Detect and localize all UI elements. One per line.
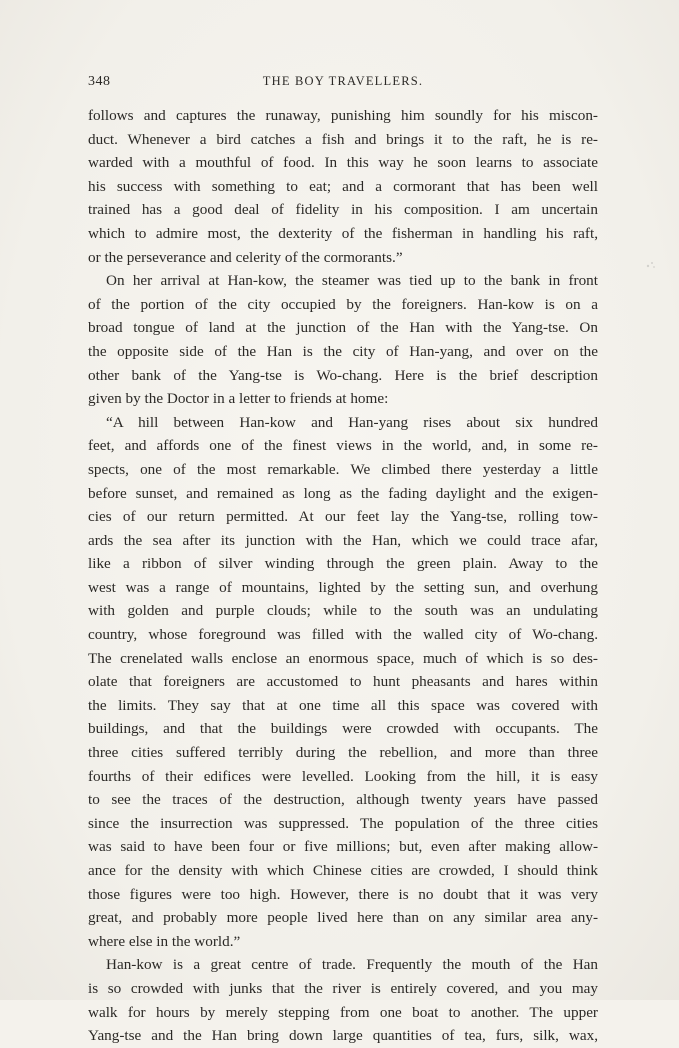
text-line: with golden and purple clouds; while to the south was an undulating	[88, 602, 598, 620]
text-line: before sunset, and remained as long as the fading daylight and the exigen-	[88, 484, 598, 502]
text-line: like a ribbon of silver winding through the green plain. Away to the	[88, 555, 598, 573]
paper-speck-mark	[645, 260, 657, 270]
page-header	[88, 74, 598, 94]
text-line: duct. Whenever a bird catches a fish and brings it to the raft, he is re-	[88, 130, 598, 148]
text-line: Yang-tse and the Han bring down large quantities of tea, furs, silk, wax,	[88, 1027, 598, 1045]
text-line: the opposite side of the Han is the city of Han-yang, and over on the	[88, 342, 598, 360]
text-line: is so crowded with junks that the river is entirely covered, and you may	[88, 979, 598, 997]
text-line: other bank of the Yang-tse is Wo-chang. Here is the brief description	[88, 366, 598, 384]
text-line: which to admire most, the dexterity of the fisherman in handling his raft,	[88, 224, 598, 242]
text-line: broad tongue of land at the junction of the Han with the Yang-tse. On	[88, 319, 598, 337]
text-line: where else in the world.”	[88, 932, 241, 950]
text-line: was said to have been four or five millions; but, even after making allow-	[88, 838, 598, 856]
text-line: cies of our return permitted. At our feet lay the Yang-tse, rolling tow-	[88, 508, 598, 526]
text-line: since the insurrection was suppressed. The population of the three cities	[88, 814, 598, 832]
text-line: his success with something to eat; and a cormorant that has been well	[88, 177, 598, 195]
text-line: the limits. They say that at one time all this space was covered with	[88, 696, 598, 714]
running-head: THE BOY TRAVELLERS.	[262, 74, 424, 88]
text-line: warded with a mouthful of food. In this way he soon learns to associate	[88, 154, 598, 172]
text-line: feet, and affords one of the finest views in the world, and, in some re-	[88, 437, 598, 455]
text-line: three cities suffered terribly during the rebellion, and more than three	[88, 744, 598, 762]
text-line: Han-kow is a great centre of trade. Frequently the mouth of the Han	[106, 956, 598, 974]
text-line: follows and captures the runaway, punishing him soundly for his miscon-	[88, 107, 598, 124]
text-line: ance for the density with which Chinese cities are crowded, I should think	[88, 862, 598, 879]
text-line: great, and probably more people lived here than on any similar area any-	[88, 909, 598, 927]
text-line: given by the Doctor in a letter to friends at home:	[88, 390, 389, 408]
text-line: buildings, and that the buildings were crowded with occupants. The	[88, 720, 598, 738]
text-line: The crenelated walls enclose an enormous space, much of which is so des-	[88, 649, 598, 667]
text-line: those figures were too high. However, there is no doubt that it was very	[88, 885, 598, 903]
text-line: or the perseverance and celerity of the cormorants.”	[88, 248, 403, 266]
text-line: ards the sea after its junction with the Han, which we could trace afar,	[88, 531, 598, 549]
text-line: On her arrival at Han-kow, the steamer was tied up to the bank in front	[106, 272, 598, 290]
text-line: of the portion of the city occupied by the foreigners. Han-kow is on a	[88, 295, 598, 313]
page-number: 348	[88, 74, 111, 89]
text-line: “A hill between Han-kow and Han-yang rises about six hundred	[106, 413, 598, 431]
text-line: to see the traces of the destruction, although twenty years have passed	[88, 791, 598, 809]
text-line: spects, one of the most remarkable. We climbed there yesterday a little	[88, 460, 598, 478]
text-line: walk for hours by merely stepping from one boat to another. The upper	[88, 1003, 598, 1021]
body-text	[88, 104, 598, 1048]
text-line: country, whose foreground was filled with the walled city of Wo-chang.	[88, 626, 598, 644]
text-line: west was a range of mountains, lighted by the setting sun, and overhung	[88, 578, 598, 596]
text-line: trained has a good deal of fidelity in his composition. I am uncertain	[88, 201, 598, 219]
text-line: fourths of their edifices were levelled. Looking from the hill, it is easy	[88, 767, 598, 785]
text-line: olate that foreigners are accustomed to hunt pheasants and hares within	[88, 673, 598, 691]
